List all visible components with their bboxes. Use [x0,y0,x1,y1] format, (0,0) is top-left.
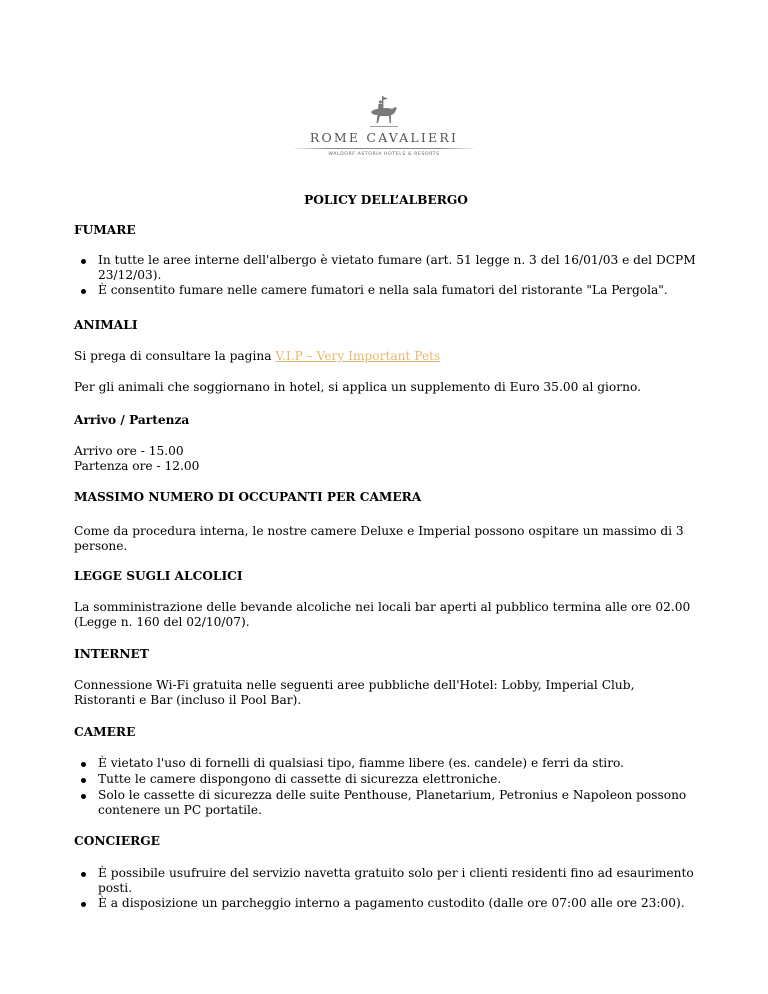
consult-prefix: Si prega di consultare la pagina [74,349,276,363]
section-heading-animali: ANIMALI [74,318,138,332]
section-heading-occupanti: MASSIMO NUMERO DI OCCUPANTI PER CAMERA [74,490,422,504]
list-item [98,788,698,818]
list-item-text: È a disposizione un parcheggio interno a pagamento custodito (dalle ore 07:00 alle ore 23:00). [98,896,685,910]
equestrian-knight-icon [368,96,400,130]
logo-divider [291,148,477,149]
bullet-icon [81,778,86,783]
bullet-icon [81,289,86,294]
hotel-logo [0,96,768,166]
section-heading-camere: CAMERE [74,725,136,739]
partenza-time: Partenza ore - 12.00 [74,459,200,473]
list-item-text: Solo le cassette di sicurezza delle suite Penthouse, Planetarium, Petronius e Napoleon possono contenere un PC portatile. [98,788,687,817]
animali-consult-text [74,349,698,364]
section-heading-fumare: FUMARE [74,223,136,237]
list-item [98,253,698,283]
hotel-brand-subtitle: WALDORF ASTORIA HOTELS & RESORTS [328,152,440,157]
bullet-icon [81,902,86,907]
animali-supplement-text: Per gli animali che soggiornano in hotel, si applica un supplemento di Euro 35.00 al giorno. [74,380,641,394]
bullet-icon [81,762,86,767]
vip-pets-link[interactable]: V.I.P – Very Important Pets [275,349,441,363]
section-heading-arrivo: Arrivo / Partenza [74,413,190,427]
list-item-text: È consentito fumare nelle camere fumatori e nella sala fumatori del ristorante "La Pergola". [98,283,668,297]
bullet-icon [81,794,86,799]
list-item-text: Tutte le camere dispongono di cassette di sicurezza elettroniche. [98,772,502,786]
list-item [98,772,698,787]
arrivo-time: Arrivo ore - 15.00 [74,444,184,458]
section-heading-internet: INTERNET [74,647,149,661]
list-item [98,896,698,911]
list-item [98,283,698,298]
alcolici-text: La somministrazione delle bevande alcoliche nei locali bar aperti al pubblico termina alle ore 02.00 (Legge n. 160 del 02/10/07). [74,600,691,629]
section-heading-alcolici: LEGGE SUGLI ALCOLICI [74,569,243,583]
bullet-icon [81,872,86,877]
internet-text: Connessione Wi-Fi gratuita nelle seguenti aree pubbliche dell'Hotel: Lobby, Imperial Club, Ristoranti e Bar (incluso il Pool Bar). [74,678,635,707]
list-item-text: In tutte le aree interne dell'albergo è vietato fumare (art. 51 legge n. 3 del 16/01/03 e del DCPM 23/12/03). [98,253,696,282]
bullet-icon [81,259,86,264]
hotel-name: ROME CAVALIERI [309,130,459,145]
list-item-text: È possibile usufruire del servizio navetta gratuito solo per i clienti residenti fino ad esaurimento posti. [98,866,694,895]
page-title: POLICY DELL’ALBERGO [304,193,468,207]
list-item [98,756,698,771]
occupanti-text: Come da procedura interna, le nostre camere Deluxe e Imperial possono ospitare un massimo di 3 persone. [74,524,684,553]
list-item-text: È vietato l'uso di fornelli di qualsiasi tipo, fiamme libere (es. candele) e ferri da stiro. [98,756,625,770]
list-item [98,866,698,896]
section-heading-concierge: CONCIERGE [74,834,160,848]
